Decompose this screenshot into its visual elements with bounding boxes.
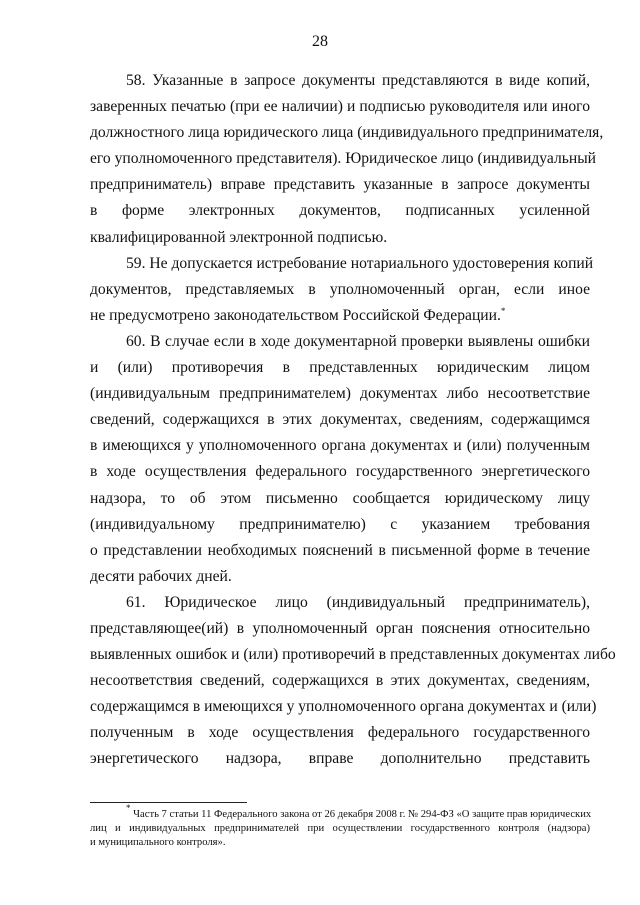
text-line-content: в ходе осуществления федерального государственного энергетического [90, 463, 590, 481]
page-number: 28 [312, 33, 328, 50]
footnote-text: лиц и индивидуальных предпринимателей при осуществлении государственного контроля (надзора) [90, 823, 590, 834]
text-line [90, 668, 590, 694]
footnote [90, 803, 592, 850]
text-line-content: не предусмотрено законодательством Российской Федерации. [90, 306, 501, 324]
text-line [90, 720, 590, 746]
text-line-content: его уполномоченного представителя). Юридическое лицо (индивидуальный [90, 150, 597, 168]
text-line-content: (индивидуальному предпринимателю) с указанием требования [90, 515, 590, 533]
text-line [90, 355, 590, 381]
text-line-content: выявленных ошибок и (или) противоречий в представленных документах либо [90, 646, 616, 664]
text-line-content: должностного лица юридического лица (индивидуального предпринимателя, [90, 124, 604, 142]
text-line-content: в имеющихся у уполномоченного органа документах и (или) полученным [90, 437, 590, 455]
text-line [90, 642, 616, 668]
text-line [90, 68, 590, 94]
text-line-content: документов, представляемых в уполномоченный орган, если иное [90, 280, 590, 298]
text-line [90, 746, 590, 772]
text-line-content: десяти рабочих дней. [90, 567, 232, 585]
text-line-content: 61. Юридическое лицо (индивидуальный предприниматель), [126, 593, 590, 611]
text-line-content: сведений, содержащихся в этих документах, сведениям, содержащимся [90, 411, 590, 429]
text-line [90, 538, 590, 564]
footnote-text: Часть 7 статьи 11 Федерального закона от 26 декабря 2008 г. № 294-ФЗ «О защите прав юридических [133, 809, 592, 820]
paragraph [90, 590, 616, 773]
footnote-reference: * [500, 305, 506, 316]
text-line [90, 120, 604, 146]
text-line [90, 486, 590, 512]
text-line [90, 146, 597, 172]
footnote-line [90, 836, 590, 850]
text-line-content: 60. В случае если в ходе документарной проверки выявлены ошибки [126, 332, 590, 350]
text-line [90, 225, 590, 251]
paragraph [90, 251, 594, 329]
footnote-line [90, 803, 592, 822]
text-line-content: о представлении необходимых пояснений в письменной форме в течение [90, 541, 590, 559]
text-line [90, 251, 594, 277]
text-line-content: и (или) противоречия в представленных юридическим лицом [90, 359, 590, 377]
text-line-content: представляющее(ий) в уполномоченный орган пояснения относительно [90, 619, 590, 637]
text-line [90, 94, 590, 120]
footnote-text: и муниципального контроля». [90, 837, 226, 848]
text-line-content: несоответствия сведений, содержащихся в этих документах, сведениям, [90, 672, 590, 690]
text-line-content: содержащимся в имеющихся у уполномоченного органа документах и (или) [90, 698, 597, 716]
footnote-mark: * [126, 803, 131, 813]
text-line [90, 303, 590, 329]
text-line [90, 616, 590, 642]
text-line-content: полученным в ходе осуществления федерального государственного [90, 724, 590, 742]
text-line-content: 59. Не допускается истребование нотариального удостоверения копий [126, 254, 594, 272]
text-line-content: надзора, то об этом письменно сообщается юридическому лицу [90, 489, 590, 507]
text-line [90, 433, 590, 459]
text-line-content: заверенных печатью (при ее наличии) и подписью руководителя или иного [90, 98, 590, 116]
text-line-content: энергетического надзора, вправе дополнительно представить [90, 750, 590, 768]
text-line [90, 381, 590, 407]
footnote-divider [90, 802, 247, 803]
text-line-content: 58. Указанные в запросе документы представляются в виде копий, [126, 72, 590, 89]
paragraph [90, 68, 604, 251]
text-line [90, 459, 590, 485]
text-line [90, 172, 590, 198]
paragraph [90, 329, 590, 590]
text-line-content: предприниматель) вправе представить указанные в запросе документы [90, 176, 590, 194]
text-line-content: квалифицированной электронной подписью. [90, 228, 388, 246]
text-line [90, 590, 590, 616]
text-line [90, 277, 590, 303]
text-line-content: (индивидуальным предпринимателем) документах либо несоответствие [90, 385, 590, 403]
document-body [90, 68, 616, 773]
text-line [90, 694, 597, 720]
text-line [90, 512, 590, 538]
footnote-line [90, 822, 590, 836]
text-line [90, 198, 590, 224]
text-line [90, 564, 590, 590]
text-line [90, 407, 590, 433]
text-line [90, 329, 590, 355]
text-line-content: в форме электронных документов, подписанных усиленной [90, 202, 590, 220]
